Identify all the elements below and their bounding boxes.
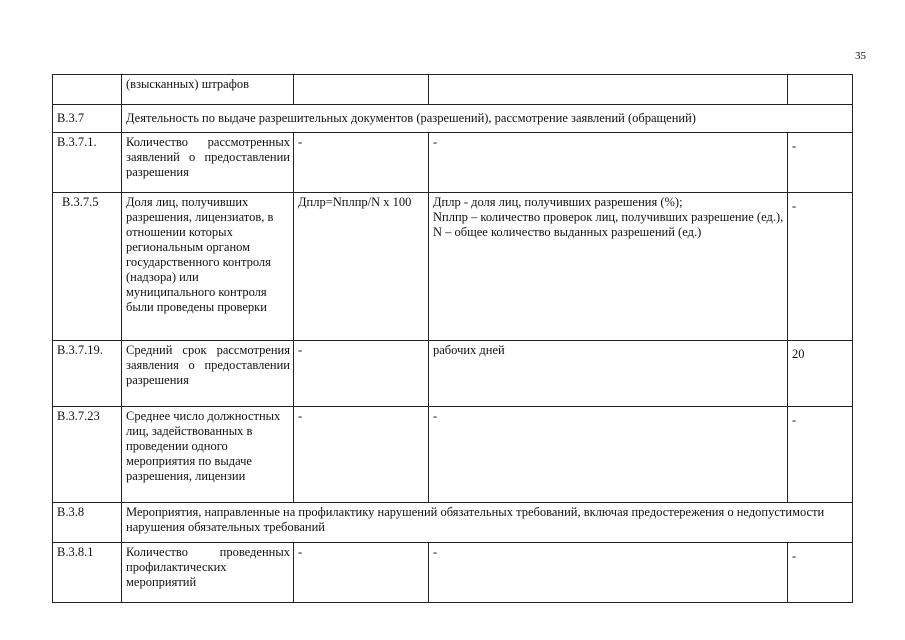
row-description: - bbox=[429, 133, 788, 193]
table-row bbox=[53, 133, 853, 193]
row-name: (взысканных) штрафов bbox=[122, 75, 294, 105]
row-name: Количество проведенных профилактических мероприятий bbox=[122, 543, 294, 603]
table-row bbox=[53, 543, 853, 603]
row-value: 20 bbox=[788, 341, 853, 407]
row-formula: - bbox=[294, 407, 429, 503]
row-description: рабочих дней bbox=[429, 341, 788, 407]
section-title: Деятельность по выдаче разрешительных документов (разрешений), рассмотрение заявлений (обращений) bbox=[122, 105, 853, 133]
section-row bbox=[53, 105, 853, 133]
description-line: Nплпр – количество проверок лиц, получивших разрешение (ед.), bbox=[433, 210, 784, 224]
section-code: B.3.7 bbox=[53, 105, 122, 133]
row-formula: - bbox=[294, 341, 429, 407]
description-line: N – общее количество выданных разрешений (ед.) bbox=[433, 225, 702, 239]
table-row bbox=[53, 407, 853, 503]
row-description bbox=[429, 75, 788, 105]
row-code bbox=[53, 75, 122, 105]
row-formula: - bbox=[294, 543, 429, 603]
section-row bbox=[53, 503, 853, 543]
row-code: B.3.8.1 bbox=[53, 543, 122, 603]
section-title: Мероприятия, направленные на профилактику нарушений обязательных требований, включая предостережения о недопустимости нарушения обязательных требований bbox=[122, 503, 853, 543]
row-value: - bbox=[788, 543, 853, 603]
row-name: Среднее число должностных лиц, задействованных в проведении одного мероприятия по выдаче разрешения, лицензии bbox=[122, 407, 294, 503]
row-description: - bbox=[429, 543, 788, 603]
table-row bbox=[53, 193, 853, 341]
row-value: - bbox=[788, 193, 853, 341]
section-code: B.3.8 bbox=[53, 503, 122, 543]
row-formula: - bbox=[294, 133, 429, 193]
page-number: 35 bbox=[855, 50, 866, 62]
row-name: Средний срок рассмотрения заявления о предоставлении разрешения bbox=[122, 341, 294, 407]
row-value bbox=[788, 75, 853, 105]
row-code: B.3.7.23 bbox=[53, 407, 122, 503]
row-formula: Дплр=Nплпр/N x 100 bbox=[294, 193, 429, 341]
row-value: - bbox=[788, 133, 853, 193]
row-code: B.3.7.1. bbox=[53, 133, 122, 193]
row-value: - bbox=[788, 407, 853, 503]
row-description: - bbox=[429, 407, 788, 503]
table-row bbox=[53, 75, 853, 105]
description-line: Дплр - доля лиц, получивших разрешения (%); bbox=[433, 195, 683, 209]
table-row bbox=[53, 341, 853, 407]
row-code: B.3.7.5 bbox=[53, 193, 122, 341]
row-formula bbox=[294, 75, 429, 105]
indicators-table bbox=[52, 74, 853, 603]
row-name: Доля лиц, получивших разрешения, лицензиатов, в отношении которых региональным органом государственного контроля (надзора) или муниципального контроля были проведены проверки bbox=[122, 193, 294, 341]
row-code: B.3.7.19. bbox=[53, 341, 122, 407]
row-name: Количество рассмотренных заявлений о предоставлении разрешения bbox=[122, 133, 294, 193]
row-description bbox=[429, 193, 788, 341]
